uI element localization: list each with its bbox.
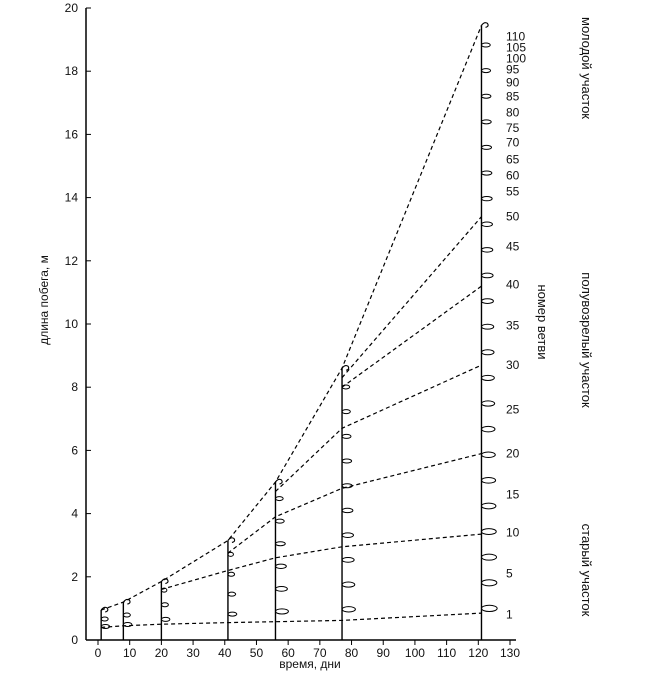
y-tick-label: 0 [71,633,78,647]
leaf [342,459,352,463]
leaf [161,617,170,621]
y-tick-label: 10 [64,317,78,331]
dashed-lines-layer [101,25,481,627]
branch-number-label: 25 [506,402,520,417]
old-zone-annotation: старый участок [579,523,594,617]
series-line-20 [228,454,482,553]
branch-number-label: 105 [506,40,527,55]
branch-number-label: 45 [506,239,520,254]
leaf [481,452,495,458]
leaf [342,607,355,612]
leaf [481,43,490,47]
branch-number-label: 20 [506,446,520,461]
leaf [481,222,492,226]
leaf [101,617,108,621]
series-line-50 [342,217,482,378]
leaf [275,564,286,568]
leaf [342,410,350,414]
branch-number-label: 100 [506,51,527,66]
branch-number-label: 90 [506,75,520,90]
ticks-layer [65,1,521,660]
leaf [481,69,490,73]
branch-number-label: 80 [506,105,520,120]
x-tick-label: 70 [313,646,327,660]
shoot-tip [342,366,349,371]
y-tick-label: 14 [64,190,78,205]
series-line-1 [101,613,481,627]
leaf [481,478,495,484]
x-tick-label: 130 [499,646,521,660]
branch-number-label: 85 [506,89,520,104]
series-line-110 [101,25,481,610]
shoot-tip [275,479,282,484]
leaf [228,592,236,596]
leaf [481,580,496,586]
branch-number-label: 40 [506,277,520,292]
x-tick-label: 110 [437,646,457,660]
branch-number-label: 65 [506,152,520,167]
leaf [342,582,355,587]
branch-number-label: 1 [506,607,513,622]
x-tick-label: 90 [376,646,390,660]
half-mature-zone-annotation: полувозрелый участок [579,272,594,408]
leaf [481,197,492,201]
leaf [481,350,494,355]
leaf [123,613,130,617]
branch-number-label: 30 [506,358,520,373]
leaf [481,171,491,175]
leaf [481,324,493,329]
leaf [228,612,237,616]
y-tick-label: 8 [71,380,78,395]
axes-layer [86,8,516,640]
leaf [481,145,491,149]
x-tick-label: 20 [154,646,169,660]
x-tick-label: 30 [186,646,200,660]
leaf [481,248,492,253]
leaf [481,299,493,304]
leaf [228,572,235,576]
x-tick-label: 100 [404,646,425,660]
leaf [275,609,288,614]
y-tick-label: 16 [64,127,78,142]
branch-number-label: 10 [506,525,520,540]
branch-labels-layer [506,29,526,621]
branch-number-label: 15 [506,487,520,502]
branch-number-label: 70 [506,135,520,150]
leaf [275,542,285,546]
branch-number-label: 35 [506,318,520,333]
leaf [275,497,283,501]
branch-number-label: 60 [506,168,520,183]
branch-number-label: 50 [506,209,520,224]
leaf [481,120,491,124]
series-line-10 [161,534,481,589]
leaf [123,623,132,627]
leaf [481,426,494,431]
leaf [342,434,351,438]
shoot-tip [481,23,488,28]
branch-number-annotation: номер ветви [535,284,550,360]
y-tick-label: 20 [64,1,78,15]
leaf [481,375,494,380]
leaf [481,529,496,535]
branch-number-label: 95 [506,62,520,77]
series-line-40 [342,286,482,387]
x-tick-label: 0 [94,646,102,660]
y-tick-label: 6 [71,443,78,458]
leaf [481,503,495,509]
branch-number-label: 110 [506,29,526,44]
leaf [481,401,494,406]
y-tick-label: 12 [64,253,78,268]
x-tick-label: 120 [468,646,489,660]
y-axis-title: длина побега, м [37,255,51,345]
leaf [481,273,493,278]
y-tick-label: 4 [71,506,78,521]
leaf [481,554,496,560]
young-zone-annotation: молодой участок [579,17,594,119]
y-tick-label: 2 [71,569,78,584]
x-tick-label: 10 [123,646,137,660]
branch-number-label: 75 [506,121,520,136]
shoots-layer [101,23,497,640]
leaf [342,508,353,512]
x-tick-label: 50 [249,646,264,660]
leaf [342,557,354,562]
x-tick-label: 80 [344,646,359,660]
branch-number-label: 5 [506,566,513,581]
x-axis-title: время, дни [279,657,341,671]
x-tick-label: 60 [281,646,295,660]
leaf [481,94,490,98]
x-tick-label: 40 [218,646,232,660]
leaf [275,519,284,523]
branch-number-label: 55 [506,184,520,199]
y-tick-label: 18 [64,64,78,79]
leaf [481,605,497,611]
leaf [228,552,234,556]
leaf [342,533,353,538]
leaf [161,603,168,607]
leaf [275,586,287,591]
